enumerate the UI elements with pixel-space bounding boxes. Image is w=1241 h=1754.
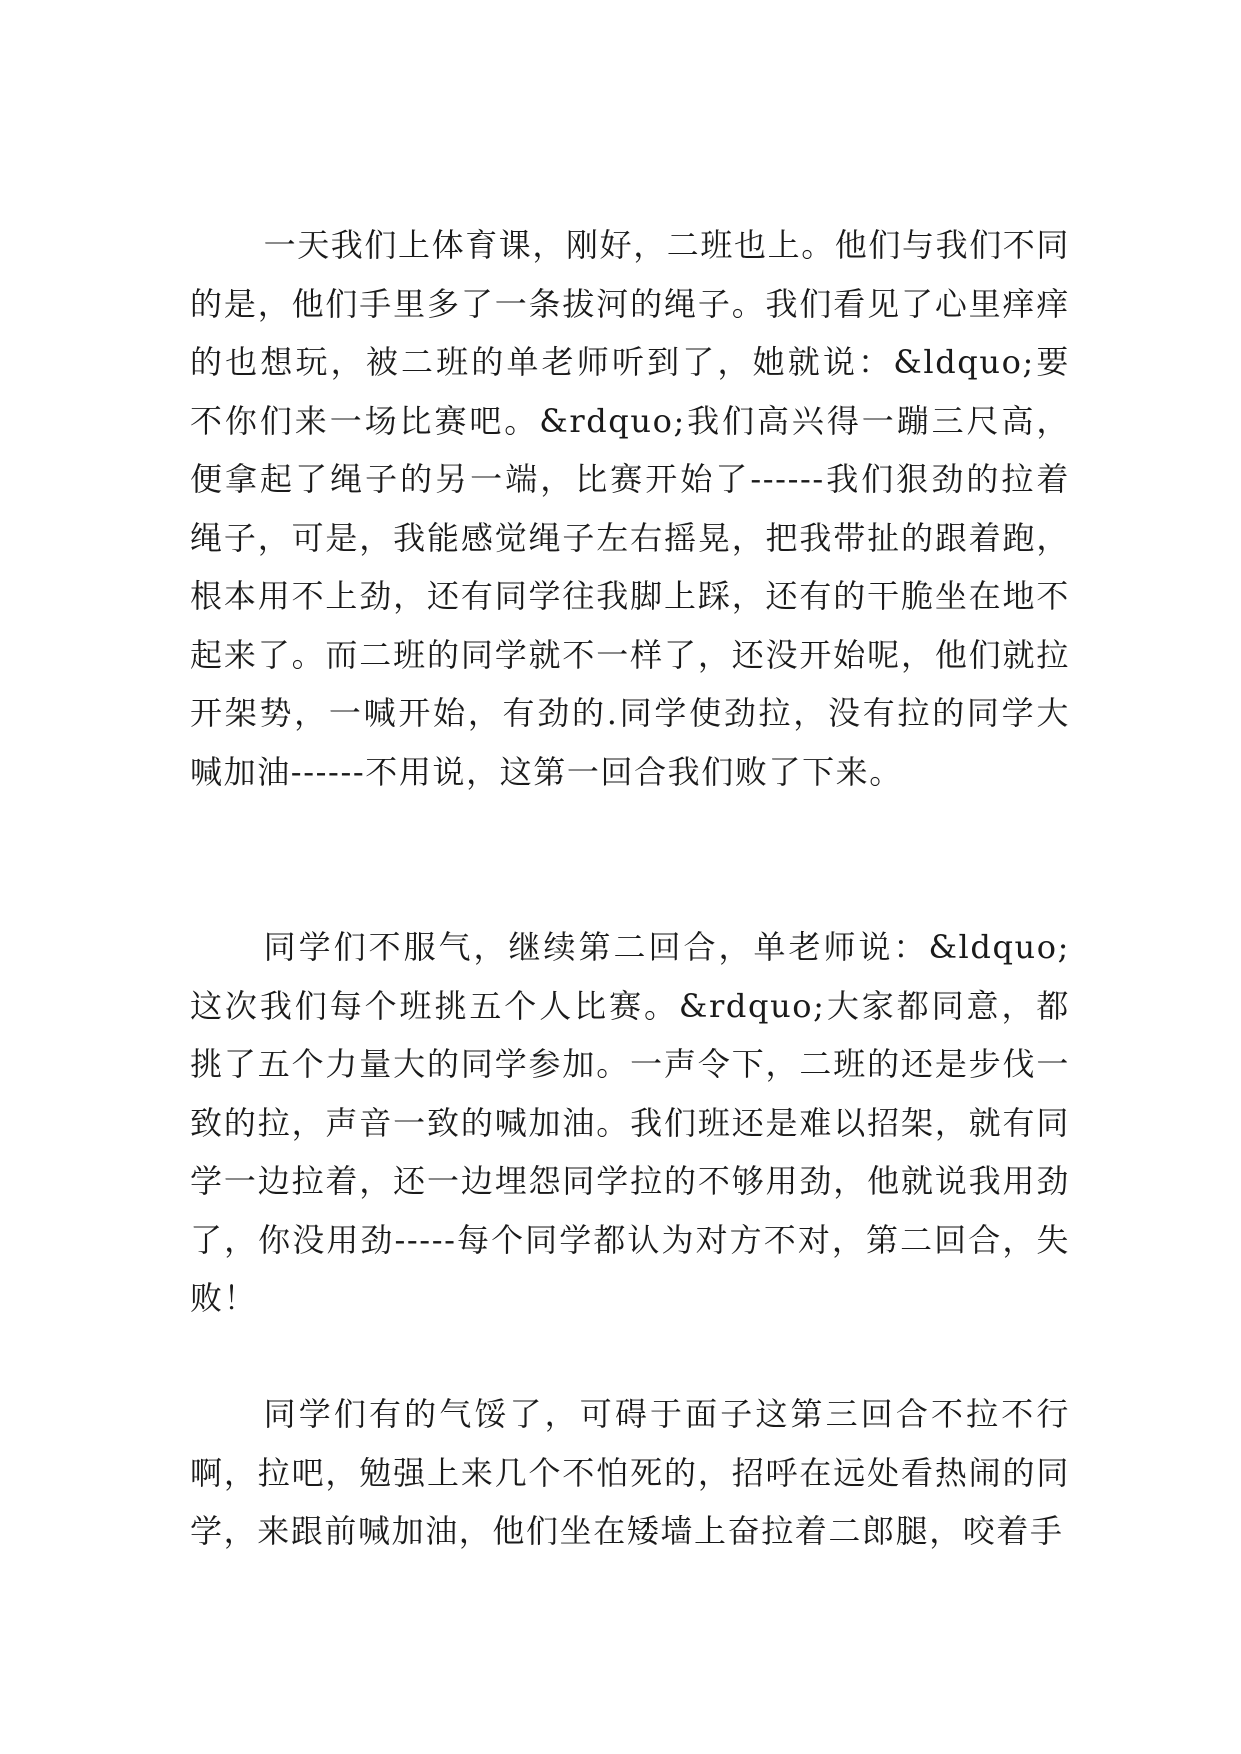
paragraph-2: 同学们不服气，继续第二回合，单老师说：&ldquo;这次我们每个班挑五个人比赛。&rdquo;大家都同意，都挑了五个力量大的同学参加。一声令下，二班的还是步伐一致的拉，声音一致的喊加油。我们班还是难以招架，就有同学一边拉着，还一边埋怨同学拉的不够用劲，他就说我用劲了，你没用劲-----每个同学都认为对方不对，第二回合，失败！: [190, 928, 1070, 1317]
paragraph-3: 同学们有的气馁了，可碍于面子这第三回合不拉不行啊，拉吧，勉强上来几个不怕死的，招呼在远处看热闹的同学，来跟前喊加油，他们坐在矮墙上奋拉着二郎腿，咬着手: [190, 1395, 1070, 1550]
paragraph-1: 一天我们上体育课，刚好，二班也上。他们与我们不同的是，他们手里多了一条拔河的绳子。我们看见了心里痒痒的也想玩，被二班的单老师听到了，她就说：&ldquo;要不你们来一场比赛吧。&rdquo;我们高兴得一蹦三尺高，便拿起了绳子的另一端，比赛开始了------我们狠劲的拉着绳子，可是，我能感觉绳子左右摇晃，把我带扯的跟着跑，根本用不上劲，还有同学往我脚上踩，还有的干脆坐在地不起来了。而二班的同学就不一样了，还没开始呢，他们就拉开架势，一喊开始，有劲的.同学使劲拉，没有拉的同学大喊加油------不用说，这第一回合我们败了下来。: [190, 226, 1070, 791]
